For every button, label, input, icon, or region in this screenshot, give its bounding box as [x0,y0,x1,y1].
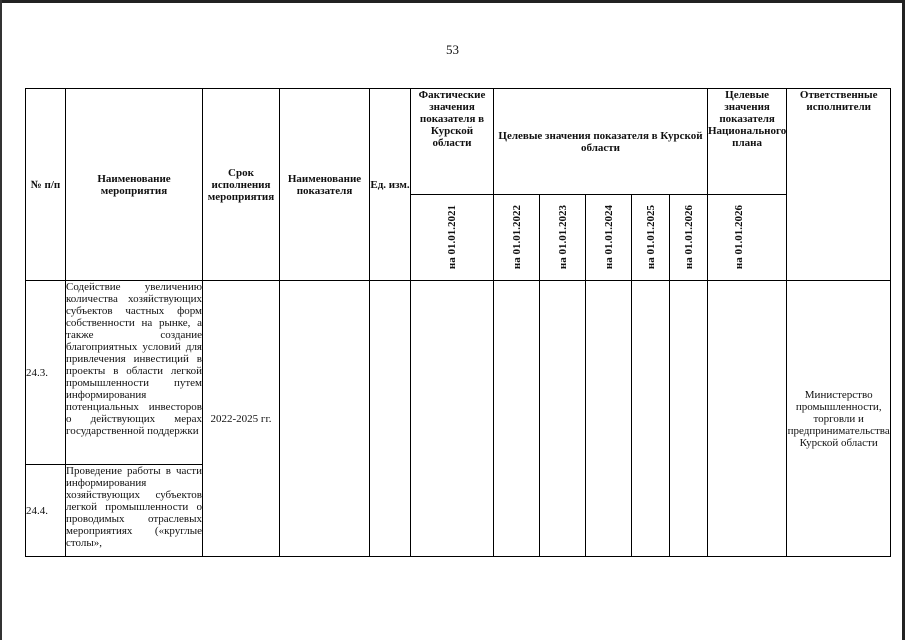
date-region-cell [494,195,540,281]
page-number: 53 [446,42,459,57]
header-no: № п/п [26,89,66,281]
row-number: 24.4. [26,465,66,557]
date-region-cell [670,195,708,281]
scan-border-top [0,0,905,3]
empty-cell [280,281,370,557]
date-region-cell [632,195,670,281]
measure-name: Проведение работы в части информирования хозяйствующих субъектов легкой промышленности о проводимых отраслевых мероприятиях («круглые столы», [66,465,203,557]
header-term: Срок исполнения мероприятия [203,89,280,281]
header-actual: Фактические значения показателя в Курской области [411,89,494,195]
header-target-region: Целевые значения показателя в Курской области [494,89,708,195]
date-national: на 01.01.2026 [733,205,746,270]
date-national-cell [708,195,787,281]
measures-table [25,88,891,557]
empty-cell [494,281,540,557]
date-actual-cell [411,195,494,281]
date-actual: на 01.01.2021 [446,205,458,270]
empty-cell [540,281,586,557]
date-region-cell [540,195,586,281]
empty-cell [411,281,494,557]
table-row [26,281,891,465]
empty-cell [632,281,670,557]
empty-cell [586,281,632,557]
measure-name: Содействие увеличению количества хозяйствующих субъектов частных форм собственности на рынке, а также создание благоприятных условий для привлечения инвестиций в проекты в области легкой промышленности путем информирования потенциальных инвесторов о действующих мерах государственной поддержки [66,281,203,465]
empty-cell [670,281,708,557]
date-region: на 01.01.2022 [510,205,523,270]
scan-border-left [0,0,2,640]
execution-term: 2022-2025 гг. [203,281,280,557]
date-region-cell [586,195,632,281]
date-region: на 01.01.2024 [602,205,615,270]
date-region: на 01.01.2023 [556,205,569,270]
row-number: 24.3. [26,281,66,465]
header-name: Наименование мероприятия [66,89,203,281]
header-indicator: Наименование показателя [280,89,370,281]
header-target-national: Целевые значения показателя Национального плана [708,89,787,195]
date-region: на 01.01.2026 [682,205,695,270]
header-unit: Ед. изм. [370,89,411,281]
header-row-1 [26,89,891,195]
empty-cell [370,281,411,557]
empty-cell [708,281,787,557]
responsible-executor: Министерство промышленности, торговли и предпринимательства Курской области [787,281,891,557]
header-responsible: Ответственные исполнители [787,89,891,281]
date-region: на 01.01.2025 [644,205,657,270]
